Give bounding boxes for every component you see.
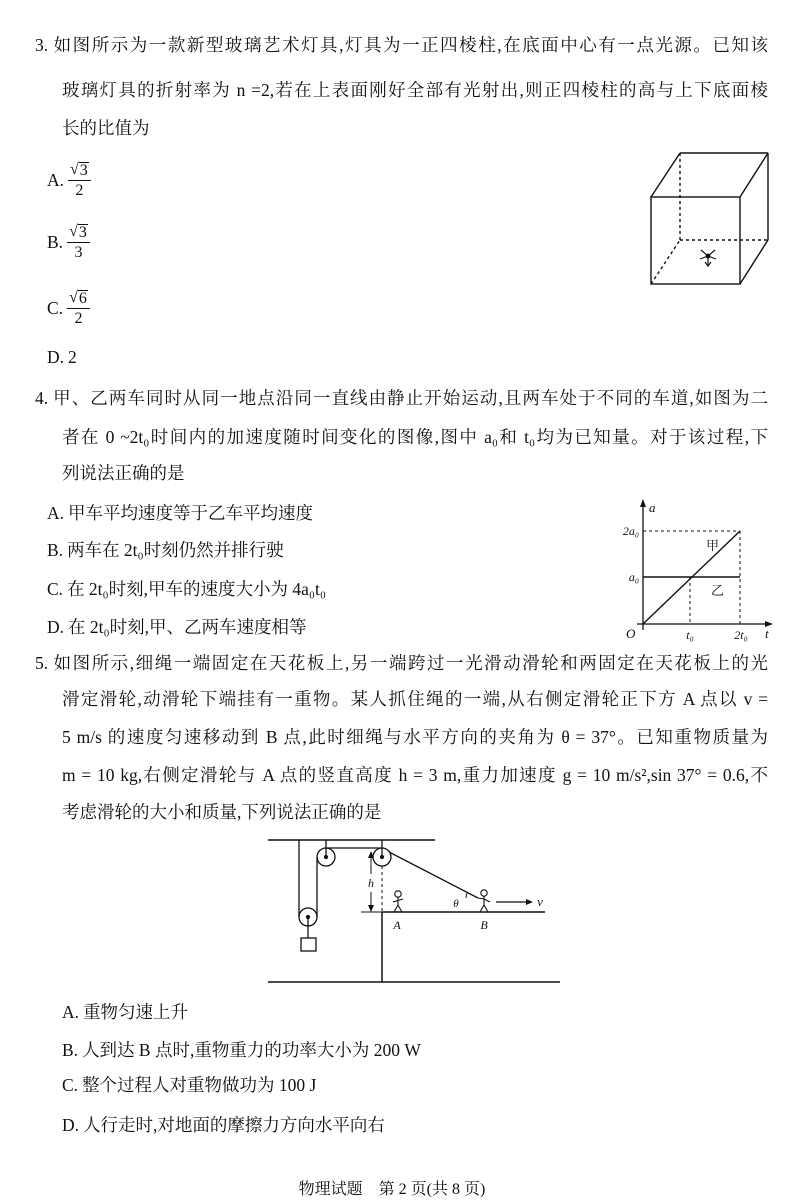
- q4-line-2: 者在 0 ~2t₀时间内的加速度随时间变化的图像,图中 a₀和 t₀均为已知量。对于该过程,下: [62, 427, 768, 447]
- q4-option-a: [47, 501, 313, 525]
- height-arrow-head-down: [368, 905, 374, 912]
- hanging-weight: [301, 938, 316, 951]
- q5-option-a: [62, 1000, 188, 1024]
- option-text: 2: [68, 347, 77, 367]
- q3-text-1: 如图所示为一款新型玻璃艺术灯具,灯具为一正四棱柱,在底面中心有一点光源。已知该: [52, 35, 768, 55]
- q5-line-4: m = 10 kg,右侧定滑轮与 A 点的竖直高度 h = 3 m,重力加速度 g = 10 m/s²,sin 37° = 0.6,不: [62, 765, 768, 785]
- q3-option-b: [47, 222, 90, 262]
- fraction-numerator: [67, 223, 90, 243]
- option-label: C.: [47, 298, 64, 318]
- x-tick-2t0: 2t₀: [734, 628, 748, 642]
- fraction: [67, 289, 90, 328]
- cube-front-face: [651, 197, 740, 284]
- velocity-label: v: [537, 894, 543, 909]
- q4-option-b: [47, 538, 284, 562]
- point-b-label: B: [480, 918, 488, 932]
- light-source-icon: [700, 250, 716, 266]
- q3-option-d: [47, 345, 77, 369]
- fraction-denominator: 2: [74, 309, 83, 327]
- series-yi-label: 乙: [711, 583, 725, 598]
- rope-to-person: [389, 852, 478, 898]
- q3-option-c: [47, 288, 90, 328]
- pulley-figure: [268, 840, 560, 982]
- y-axis-label: a: [649, 500, 656, 515]
- q4-option-d: [47, 615, 306, 639]
- option-label: B.: [47, 232, 64, 252]
- y-tick-a0: a₀: [628, 570, 639, 584]
- cube-edge-top-right: [740, 153, 768, 197]
- option-text: 在 2t₀时刻,甲车的速度大小为 4a₀t₀: [67, 579, 326, 599]
- q4-option-c: [47, 577, 326, 601]
- option-label: B.: [47, 540, 64, 560]
- option-label: C.: [47, 579, 64, 599]
- page-footer: 物理试题 第 2 页(共 8 页): [298, 1181, 486, 1198]
- q5-line-3: 5 m/s 的速度匀速移动到 B 点,此时细绳与水平方向的夹角为 θ = 37°。已知重物质量为: [62, 727, 768, 747]
- q5-option-b: [62, 1038, 421, 1062]
- option-label: A.: [47, 503, 65, 523]
- option-label: B.: [62, 1040, 79, 1060]
- q5-option-c: [62, 1073, 316, 1097]
- q3-option-a: [47, 160, 91, 200]
- cube-lamp-figure: [651, 153, 768, 284]
- origin-label: O: [626, 626, 636, 641]
- radical-sign: √: [69, 222, 78, 240]
- fraction: [67, 223, 90, 262]
- person-b-icon: [478, 890, 490, 912]
- option-text: 人到达 B 点时,重物重力的功率大小为 200 W: [82, 1040, 421, 1060]
- option-label: C.: [62, 1075, 79, 1095]
- q5-option-d: [62, 1113, 385, 1137]
- angle-theta-arc: [466, 893, 467, 899]
- cube-hidden-edge-bottom-left: [651, 240, 680, 284]
- option-text: 整个过程人对重物做功为 100 J: [82, 1075, 317, 1095]
- person-a-icon: [393, 891, 403, 912]
- radical-sign: √: [70, 160, 79, 178]
- radical-sign: √: [69, 288, 78, 306]
- q4-line-3: 列说法正确的是: [62, 463, 185, 483]
- q3-line-1: [35, 33, 768, 57]
- q4-number: 4.: [35, 388, 49, 408]
- option-label: D.: [47, 347, 65, 367]
- q5-line-1: [35, 651, 768, 675]
- fraction: [68, 161, 91, 200]
- option-text: 两车在 2t₀时刻仍然并排行驶: [67, 540, 284, 560]
- q5-line-5: 考虑滑轮的大小和质量,下列说法正确的是: [62, 802, 382, 822]
- fraction-numerator: [68, 161, 91, 181]
- height-label: h: [368, 876, 374, 890]
- radicand: 3: [78, 223, 87, 241]
- fixed-pulley-left-axle: [325, 856, 328, 859]
- radicand: 6: [78, 289, 87, 307]
- cube-edge-bottom-right: [740, 240, 768, 284]
- option-label: A.: [47, 170, 65, 190]
- option-text: 重物匀速上升: [83, 1002, 189, 1022]
- y-axis-arrow: [640, 499, 646, 507]
- q3-line-2: 玻璃灯具的折射率为 n =2,若在上表面刚好全部有光射出,则正四棱柱的高与上下底面棱: [62, 80, 768, 100]
- q5-text-1: 如图所示,细绳一端固定在天花板上,另一端跨过一光滑动滑轮和两固定在天花板上的光: [52, 653, 768, 673]
- q4-line-1: [35, 386, 768, 410]
- q4-text-1: 甲、乙两车同时从同一地点沿同一直线由静止开始运动,且两车处于不同的车道,如图为二: [52, 388, 768, 408]
- option-text: 人行走时,对地面的摩擦力方向水平向右: [83, 1115, 385, 1135]
- point-a-label: A: [393, 918, 401, 932]
- y-tick-2a0: 2a₀: [622, 524, 639, 538]
- fraction-numerator: [67, 289, 90, 309]
- q3-number: 3.: [35, 35, 49, 55]
- q5-line-2: 滑定滑轮,动滑轮下端挂有一重物。某人抓住绳的一端,从右侧定滑轮正下方 A 点以 v =: [62, 689, 768, 709]
- velocity-arrow-head: [526, 899, 533, 905]
- q5-number: 5.: [35, 653, 49, 673]
- option-label: A.: [62, 1002, 80, 1022]
- fraction-denominator: 3: [74, 243, 83, 261]
- option-label: D.: [62, 1115, 80, 1135]
- option-label: D.: [47, 617, 65, 637]
- x-tick-t0: t₀: [686, 628, 694, 642]
- cube-edge-top-left: [651, 153, 680, 197]
- x-axis-label: t: [765, 626, 769, 641]
- acceleration-time-graph: [623, 499, 773, 642]
- series-jia-label: 甲: [706, 538, 720, 553]
- fixed-pulley-right-axle: [381, 856, 384, 859]
- radicand: 3: [79, 161, 88, 179]
- option-text: 甲车平均速度等于乙车平均速度: [68, 503, 314, 523]
- fraction-denominator: 2: [75, 181, 84, 199]
- angle-label: θ: [453, 898, 459, 910]
- option-text: 在 2t₀时刻,甲、乙两车速度相等: [68, 617, 307, 637]
- q3-line-3: 长的比值为: [62, 118, 150, 138]
